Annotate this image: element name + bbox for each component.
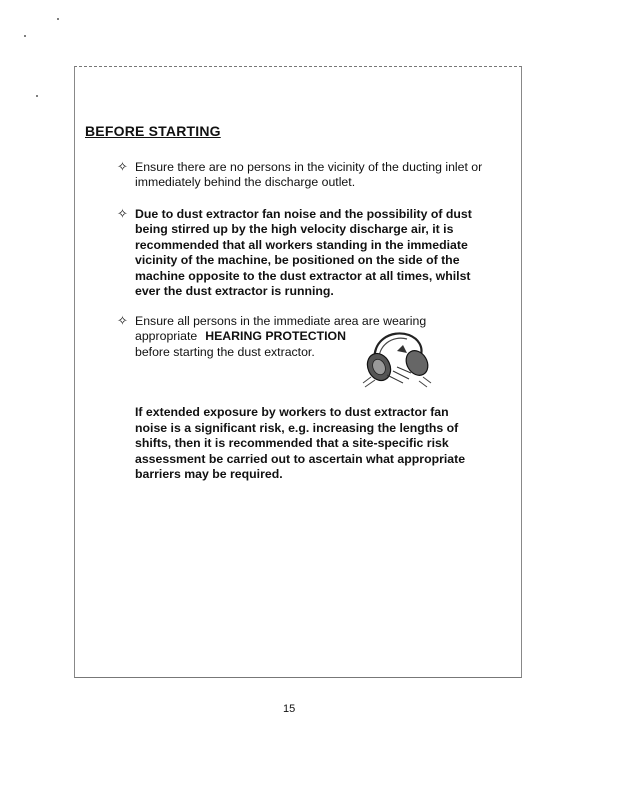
paragraph-line: barriers may be required.	[135, 467, 283, 482]
item-line: Due to dust extractor fan noise and the possibility of dust	[135, 207, 472, 221]
item-line: recommended that all workers standing in the immediate	[135, 237, 468, 252]
earmuffs-icon	[357, 325, 437, 389]
item-line: Ensure all persons in the immediate area are wearing	[135, 314, 427, 328]
item-line	[135, 329, 520, 344]
hearing-protection-emphasis: HEARING PROTECTION	[205, 329, 346, 344]
item-line: before starting the dust extractor.	[135, 344, 315, 359]
bullet-icon: ✧	[117, 159, 128, 174]
paragraph-line: assessment be carried out to ascertain what appropriate	[135, 451, 466, 466]
scan-speck	[57, 18, 59, 20]
instruction-item-3	[135, 314, 520, 360]
bullet-icon: ✧	[117, 206, 128, 221]
item-line: being stirred up by the high velocity discharge air, it is	[135, 222, 454, 237]
item-text: appropriate	[135, 329, 198, 344]
bullet-icon: ✧	[117, 313, 128, 328]
page-border	[74, 66, 522, 678]
item-line: immediately behind the discharge outlet.	[135, 175, 356, 190]
section-heading: BEFORE STARTING	[85, 123, 221, 139]
item-line: ever the dust extractor is running.	[135, 284, 334, 299]
instruction-item-2	[135, 207, 520, 299]
item-line: vicinity of the machine, be positioned on the side of the	[135, 253, 460, 268]
paragraph-line: noise is a significant risk, e.g. increasing the lengths of	[135, 420, 459, 435]
paragraph-line: If extended exposure by workers to dust extractor fan	[135, 405, 449, 419]
risk-assessment-paragraph	[135, 405, 510, 483]
paragraph-line: shifts, then it is recommended that a site-specific risk	[135, 436, 449, 451]
scan-speck	[24, 35, 26, 37]
scan-speck	[36, 95, 38, 97]
instruction-item-1	[135, 160, 520, 191]
item-line: Ensure there are no persons in the vicinity of the ducting inlet or	[135, 160, 483, 174]
item-line: machine opposite to the dust extractor at all times, whilst	[135, 268, 471, 283]
page-number: 15	[283, 703, 296, 715]
